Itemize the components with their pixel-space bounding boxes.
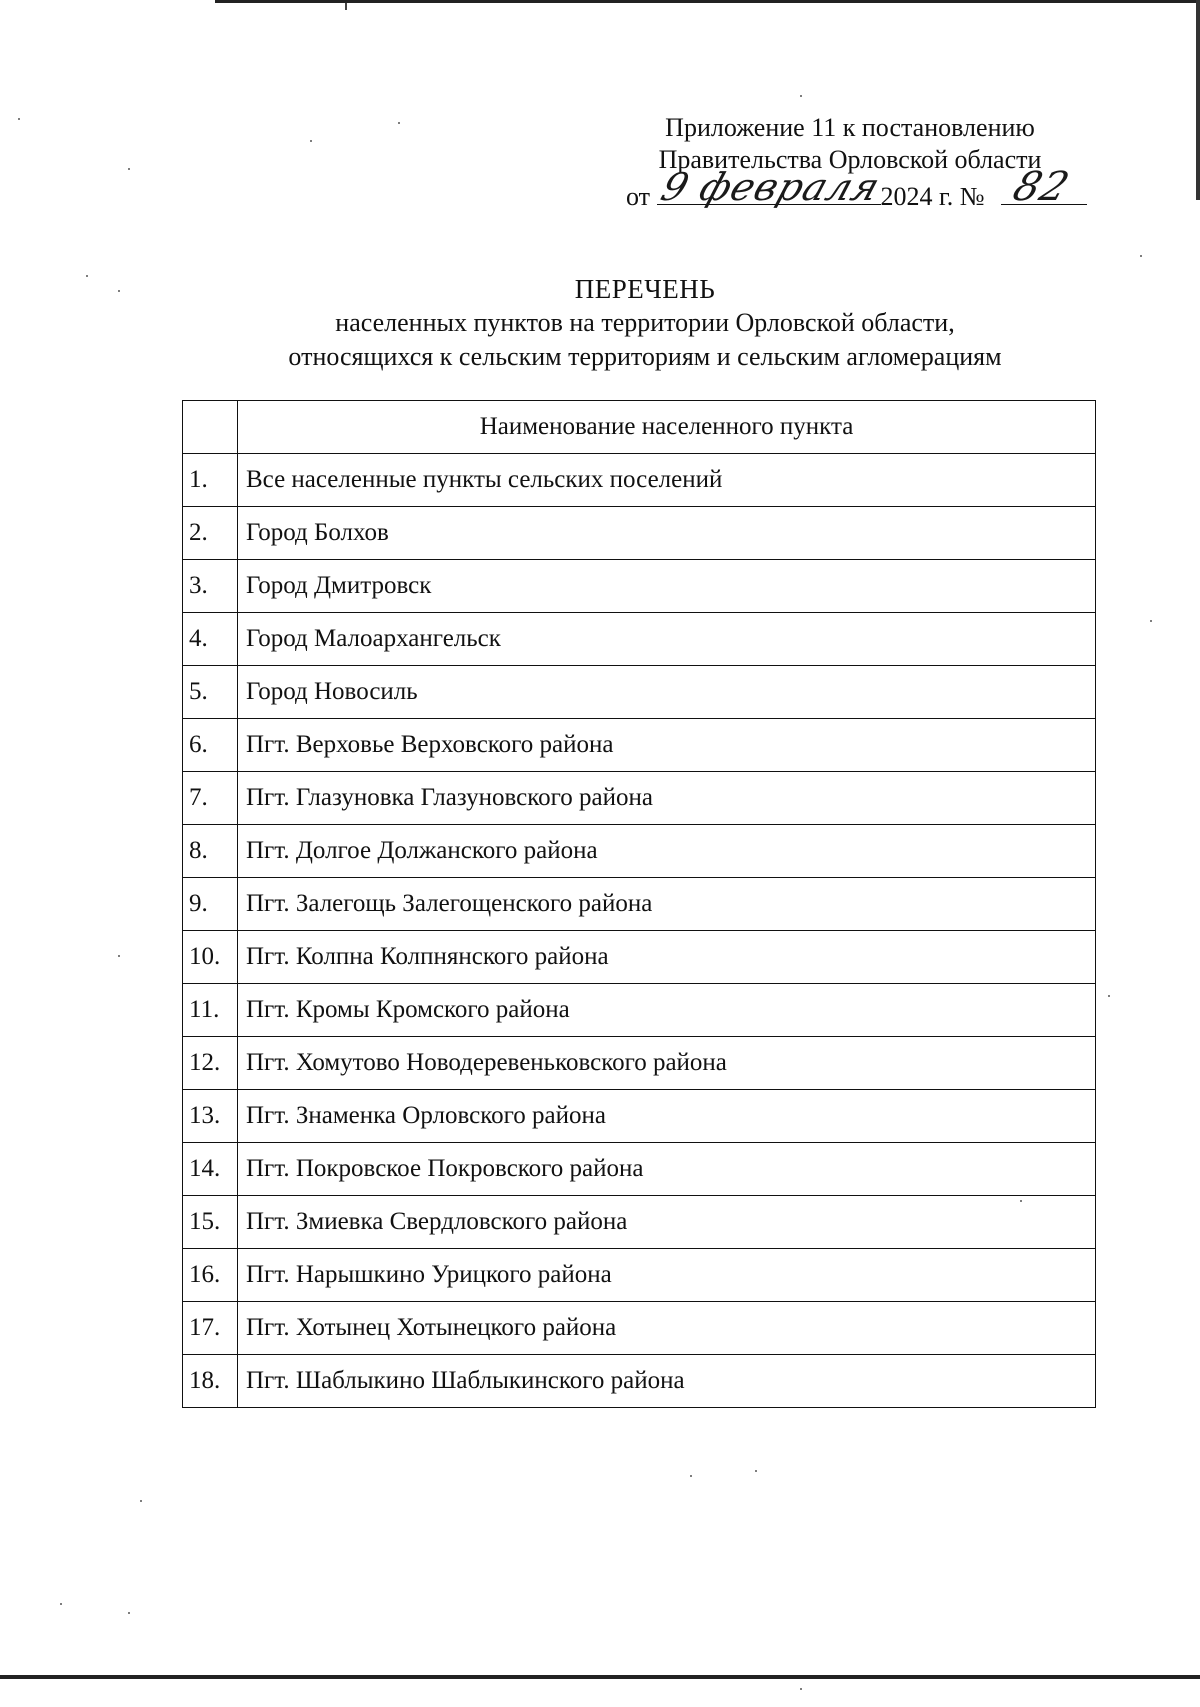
scan-speck [800,95,802,97]
row-number: 3. [183,560,238,613]
table-row [183,931,1096,984]
table-row [183,1355,1096,1408]
row-number: 18. [183,1355,238,1408]
scan-speck [140,1500,142,1502]
table-row [183,1249,1096,1302]
scan-speck [128,1612,130,1614]
table-row [183,984,1096,1037]
table-row [183,560,1096,613]
row-settlement-name: Пгт. Глазуновка Глазуновского района [238,772,1096,825]
row-number: 12. [183,1037,238,1090]
row-settlement-name: Пгт. Знаменка Орловского района [238,1090,1096,1143]
table-header-row [183,401,1096,454]
annex-date-line [600,164,1100,213]
title-subtitle-1: населенных пунктов на территории Орловской области, [335,308,955,337]
row-number: 9. [183,878,238,931]
table-row [183,507,1096,560]
scan-speck [310,140,312,142]
scan-top-border [215,0,1200,3]
header-name: Наименование населенного пункта [238,401,1096,454]
row-settlement-name: Пгт. Залегощь Залегощенского района [238,878,1096,931]
scan-speck [128,168,130,170]
row-settlement-name: Пгт. Нарышкино Урицкого района [238,1249,1096,1302]
table-body [183,454,1096,1408]
row-number: 15. [183,1196,238,1249]
scan-speck [690,1475,692,1477]
table-row [183,1196,1096,1249]
table-row [183,1037,1096,1090]
row-settlement-name: Город Малоархангельск [238,613,1096,666]
table-row [183,1143,1096,1196]
table-row [183,1090,1096,1143]
row-number: 11. [183,984,238,1037]
scan-top-tick [345,3,347,10]
row-number: 13. [183,1090,238,1143]
table-row [183,719,1096,772]
header-number [183,401,238,454]
annex-line-1: Приложение 11 к постановлению [665,113,1035,142]
scan-speck [1150,620,1152,622]
row-settlement-name: Все населенные пункты сельских поселений [238,454,1096,507]
row-number: 14. [183,1143,238,1196]
number-blank [1001,164,1087,210]
table-row [183,454,1096,507]
row-settlement-name: Пгт. Верховье Верховского района [238,719,1096,772]
scan-speck [398,122,400,124]
document-title [0,272,1200,374]
row-settlement-name: Пгт. Шаблыкино Шаблыкинского района [238,1355,1096,1408]
table-row [183,666,1096,719]
row-number: 4. [183,613,238,666]
row-settlement-name: Пгт. Покровское Покровского района [238,1143,1096,1196]
row-settlement-name: Пгт. Кромы Кромского района [238,984,1096,1037]
scan-speck [18,118,20,120]
row-settlement-name: Пгт. Долгое Должанского района [238,825,1096,878]
table-row [183,1302,1096,1355]
title-subtitle-2: относящихся к сельским территориям и сельским агломерациям [288,342,1002,371]
table-row [183,772,1096,825]
table-row [183,878,1096,931]
scan-speck [60,1603,62,1605]
handwritten-date: 9 февраля [655,165,886,209]
row-settlement-name: Пгт. Змиевка Свердловского района [238,1196,1096,1249]
row-settlement-name: Город Болхов [238,507,1096,560]
date-blank [655,165,886,209]
row-settlement-name: Город Новосиль [238,666,1096,719]
row-number: 7. [183,772,238,825]
annex-header [600,112,1100,213]
table-row [183,825,1096,878]
date-prefix: от [626,182,651,211]
row-settlement-name: Пгт. Хомутово Новодеревеньковского района [238,1037,1096,1090]
row-number: 5. [183,666,238,719]
scan-speck [1108,995,1110,997]
title-heading: ПЕРЕЧЕНЬ [574,274,716,304]
row-settlement-name: Пгт. Колпна Колпнянского района [238,931,1096,984]
annex-line-2: Правительства Орловской области [658,145,1042,174]
scan-bottom-border [0,1675,1200,1679]
scan-speck [755,1470,757,1472]
row-settlement-name: Город Дмитровск [238,560,1096,613]
row-number: 6. [183,719,238,772]
table-row [183,613,1096,666]
row-number: 17. [183,1302,238,1355]
row-number: 2. [183,507,238,560]
row-number: 10. [183,931,238,984]
scan-right-border [1196,0,1200,200]
row-settlement-name: Пгт. Хотынец Хотынецкого района [238,1302,1096,1355]
handwritten-number: 82 [1007,164,1076,210]
year-text: 2024 г. № [880,182,985,211]
row-number: 8. [183,825,238,878]
scan-speck [118,955,120,957]
row-number: 1. [183,454,238,507]
settlements-table [182,400,1096,1408]
row-number: 16. [183,1249,238,1302]
scan-speck [800,1688,802,1690]
scan-speck [1140,255,1142,257]
